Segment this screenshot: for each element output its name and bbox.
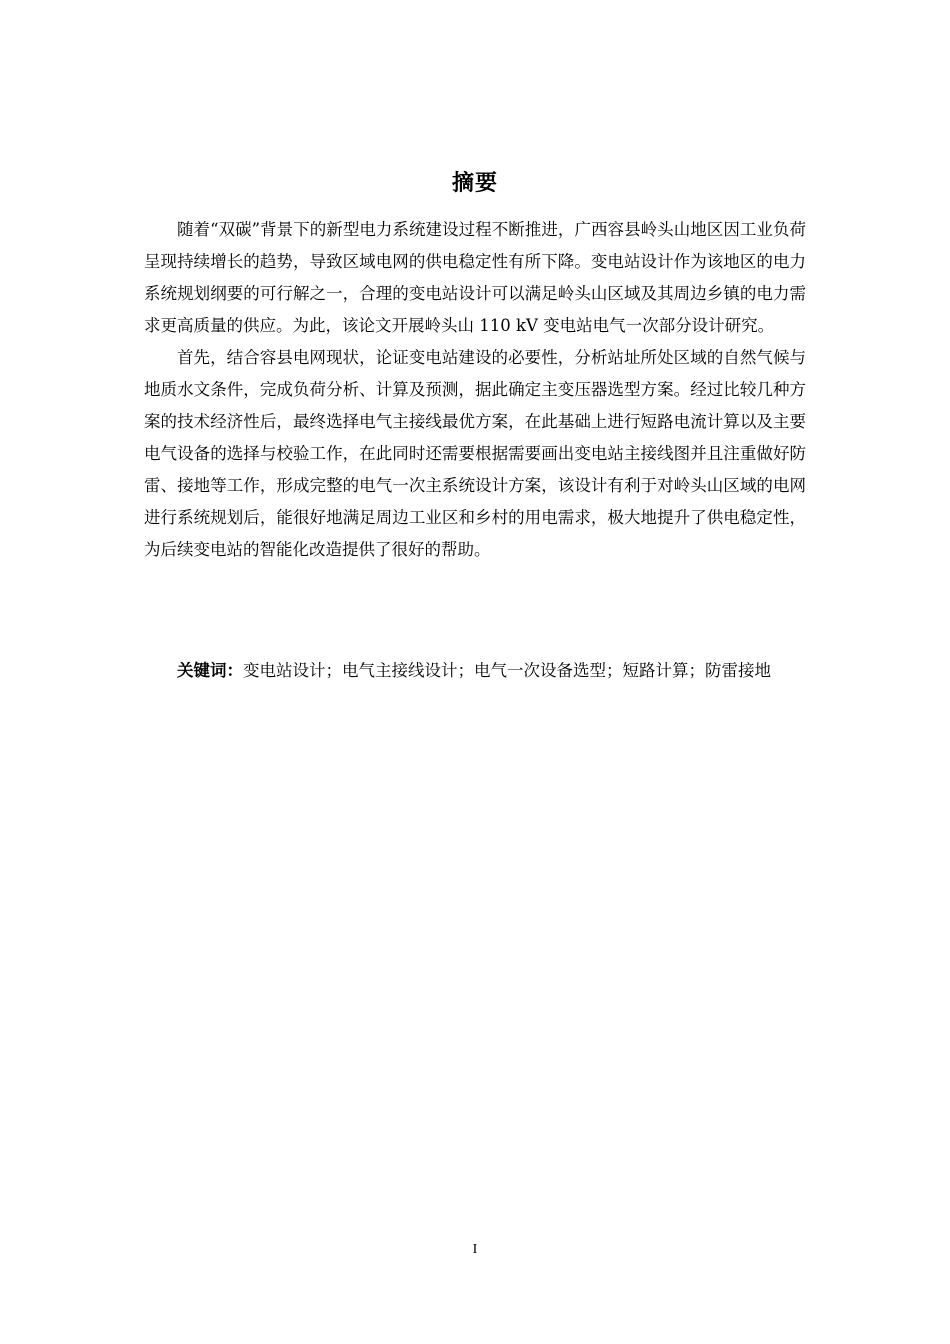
abstract-paragraph-1: 随着“双碳”背景下的新型电力系统建设过程不断推进，广西容县岭头山地区因工业负荷呈现持续增长的趋势，导致区域电网的供电稳定性有所下降。变电站设计作为该地区的电力系统规划纲要的可行解之一，合理的变电站设计可以满足岭头山区域及其周边乡镇的电力需求更高质量的供应。为此，该论文开展岭头山 110 kV 变电站电气一次部分设计研究。 xyxy=(144,220,806,335)
abstract-paragraph-2: 首先，结合容县电网现状，论证变电站建设的必要性，分析站址所处区域的自然气候与地质水文条件，完成负荷分析、计算及预测，据此确定主变压器选型方案。经过比较几种方案的技术经济性后，最终选择电气主接线最优方案，在此基础上进行短路电流计算以及主要电气设备的选择与校验工作，在此同时还需要根据需要画出变电站主接线图并且注重做好防雷、接地等工作，形成完整的电气一次主系统设计方案，该设计有利于对岭头山区域的电网进行系统规划后，能很好地满足周边工业区和乡村的用电需求，极大地提升了供电稳定性，为后续变电站的智能化改造提供了很好的帮助。 xyxy=(144,348,806,559)
keywords-label: 关键词： xyxy=(177,661,243,680)
page-number: I xyxy=(472,1242,478,1257)
keywords-block xyxy=(144,655,806,687)
keywords-line xyxy=(144,655,806,687)
keywords-text: 变电站设计；电气主接线设计；电气一次设备选型；短路计算；防雷接地 xyxy=(243,661,771,680)
abstract-title: 摘要 xyxy=(451,171,498,196)
abstract-body xyxy=(144,214,806,566)
